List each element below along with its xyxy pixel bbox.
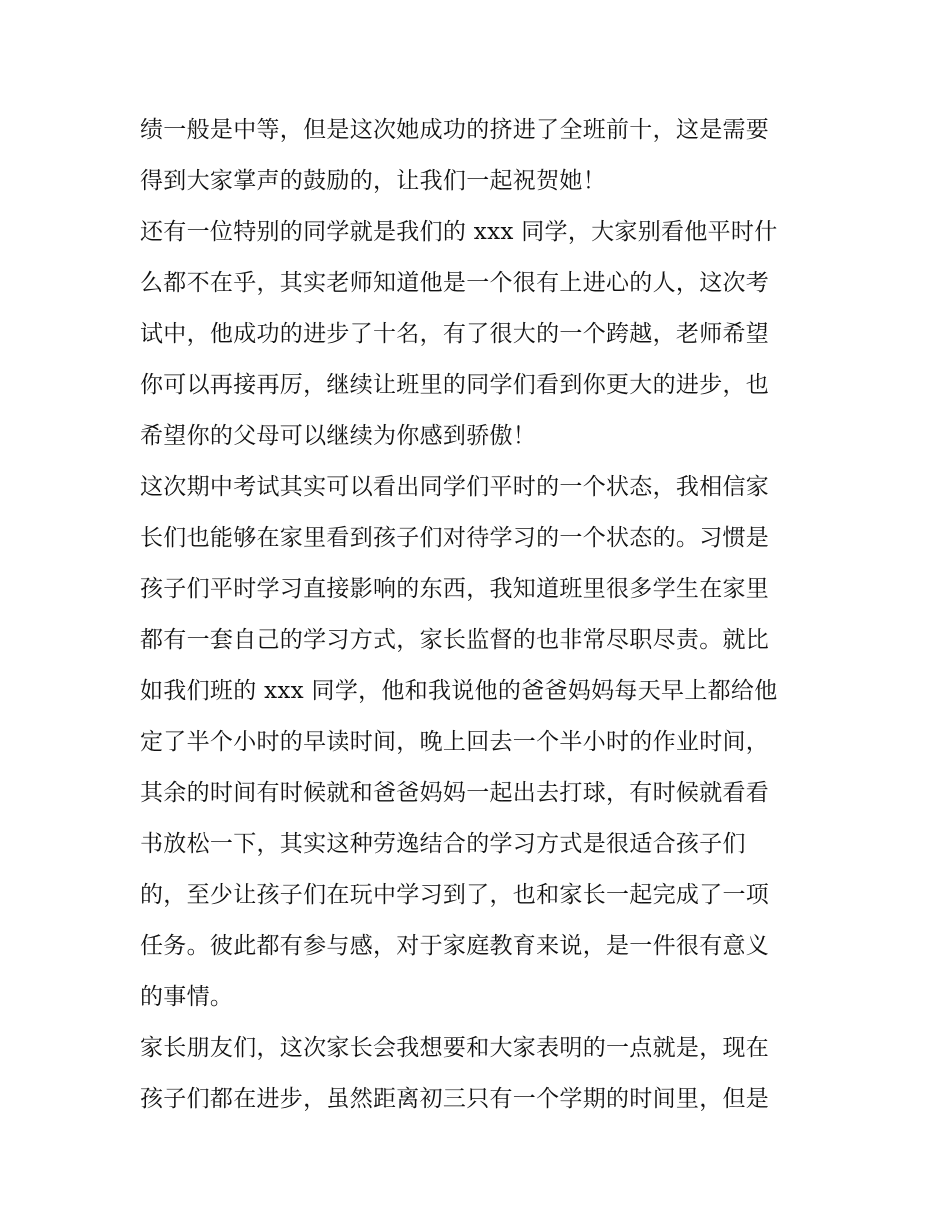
text-line: 书放松一下，其实这种劳逸结合的学习方式是很适合孩子们 (140, 831, 746, 857)
text-line: 的，至少让孩子们在玩中学习到了，也和家长一起完成了一项 (140, 882, 770, 908)
text-line: 任务。彼此都有参与感，对于家庭教育来说，是一件很有意义 (140, 933, 770, 959)
text-line: 试中，他成功的进步了十名，有了很大的一个跨越，老师希望 (140, 321, 770, 347)
text-line: 其余的时间有时候就和爸爸妈妈一起出去打球，有时候就看看 (140, 780, 770, 806)
document-body (140, 105, 815, 1125)
text-line: 还有一位特别的同学就是我们的 xxx 同学，大家别看他平时什 (140, 219, 778, 245)
text-line: 如我们班的 xxx 同学，他和我说他的爸爸妈妈每天早上都给他 (140, 678, 778, 704)
text-line: 定了半个小时的早读时间，晚上回去一个半小时的作业时间， (140, 729, 770, 755)
text-line: 你可以再接再厉，继续让班里的同学们看到你更大的进步，也 (140, 372, 770, 398)
text-line: 绩一般是中等，但是这次她成功的挤进了全班前十，这是需要 (140, 117, 770, 143)
text-line: 这次期中考试其实可以看出同学们平时的一个状态，我相信家 (140, 474, 770, 500)
text-line: 得到大家掌声的鼓励的，让我们一起祝贺她！ (140, 168, 606, 194)
text-line: 都有一套自己的学习方式，家长监督的也非常尽职尽责。就比 (140, 627, 770, 653)
text-line: 的事情。 (140, 984, 234, 1010)
text-line: 孩子们都在进步，虽然距离初三只有一个学期的时间里，但是 (140, 1086, 770, 1112)
text-line: 希望你的父母可以继续为你感到骄傲！ (140, 423, 537, 449)
text-line: 孩子们平时学习直接影响的东西，我知道班里很多学生在家里 (140, 576, 770, 602)
text-line: 家长朋友们，这次家长会我想要和大家表明的一点就是，现在 (140, 1035, 770, 1061)
text-line: 长们也能够在家里看到孩子们对待学习的一个状态的。习惯是 (140, 525, 770, 551)
text-line: 么都不在乎，其实老师知道他是一个很有上进心的人，这次考 (140, 270, 770, 296)
